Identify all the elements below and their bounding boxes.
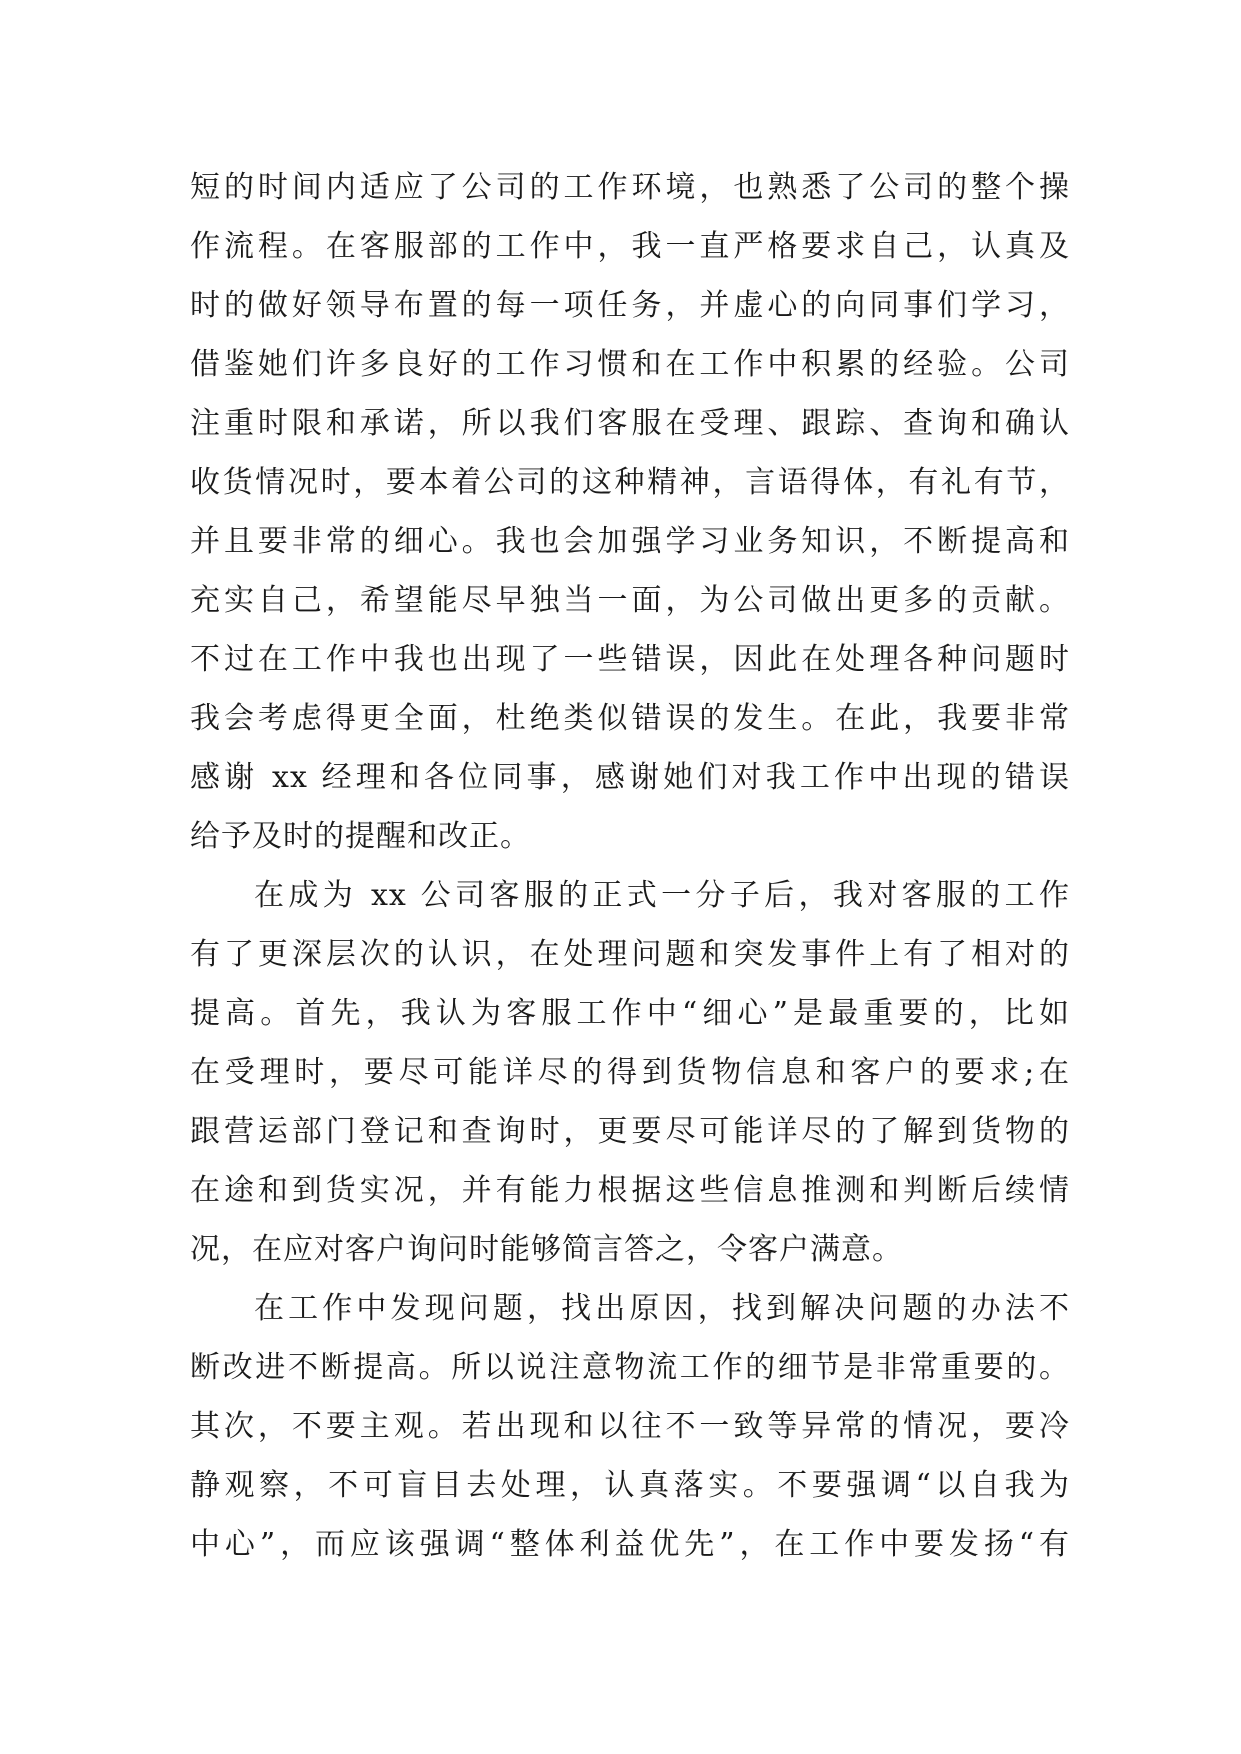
text-line: 注重时限和承诺，所以我们客服在受理、跟踪、查询和确认 [190,406,1070,441]
text-line: 我会考虑得更全面，杜绝类似错误的发生。在此，我要非常 [190,701,1070,736]
text-line: 其次，不要主观。若出现和以往不一致等异常的情况，要冷 [190,1409,1070,1444]
text-line: 并且要非常的细心。我也会加强学习业务知识，不断提高和 [190,524,1070,559]
text-line: 不过在工作中我也出现了一些错误，因此在处理各种问题时 [190,642,1070,677]
text-line: 在工作中发现问题，找出原因，找到解决问题的办法不 [254,1291,1070,1326]
text-line: 断改进不断提高。所以说注意物流工作的细节是非常重要的。 [190,1350,1070,1385]
text-line: 静观察，不可盲目去处理，认真落实。不要强调“以自我为 [190,1468,1070,1503]
text-line: 感谢 xx 经理和各位同事，感谢她们对我工作中出现的错误 [190,760,1070,795]
paragraph-1 [190,158,1070,866]
text-line: 有了更深层次的认识，在处理问题和突发事件上有了相对的 [190,937,1070,972]
text-line: 收货情况时，要本着公司的这种精神，言语得体，有礼有节， [190,465,1070,500]
text-line: 在受理时，要尽可能详尽的得到货物信息和客户的要求;在 [190,1055,1070,1090]
text-line: 在途和到货实况，并有能力根据这些信息推测和判断后续情 [190,1173,1070,1208]
text-line: 作流程。在客服部的工作中，我一直严格要求自己，认真及 [190,229,1070,264]
text-line: 短的时间内适应了公司的工作环境，也熟悉了公司的整个操 [190,170,1070,205]
text-line: 给予及时的提醒和改正。 [190,819,531,854]
text-line: 跟营运部门登记和查询时，更要尽可能详尽的了解到货物的 [190,1114,1070,1149]
text-line: 充实自己，希望能尽早独当一面，为公司做出更多的贡献。 [190,583,1070,618]
text-line: 时的做好领导布置的每一项任务，并虚心的向同事们学习， [190,288,1070,323]
document-body [190,158,1070,1574]
paragraph-3 [190,1279,1070,1574]
text-line: 在成为 xx 公司客服的正式一分子后，我对客服的工作 [254,878,1070,913]
text-line: 提高。首先，我认为客服工作中“细心”是最重要的，比如 [190,996,1070,1031]
text-line: 中心”，而应该强调“整体利益优先”，在工作中要发扬“有 [190,1527,1070,1562]
text-line: 况，在应对客户询问时能够简言答之，令客户满意。 [190,1232,903,1267]
text-line: 借鉴她们许多良好的工作习惯和在工作中积累的经验。公司 [190,347,1070,382]
paragraph-2 [190,866,1070,1279]
